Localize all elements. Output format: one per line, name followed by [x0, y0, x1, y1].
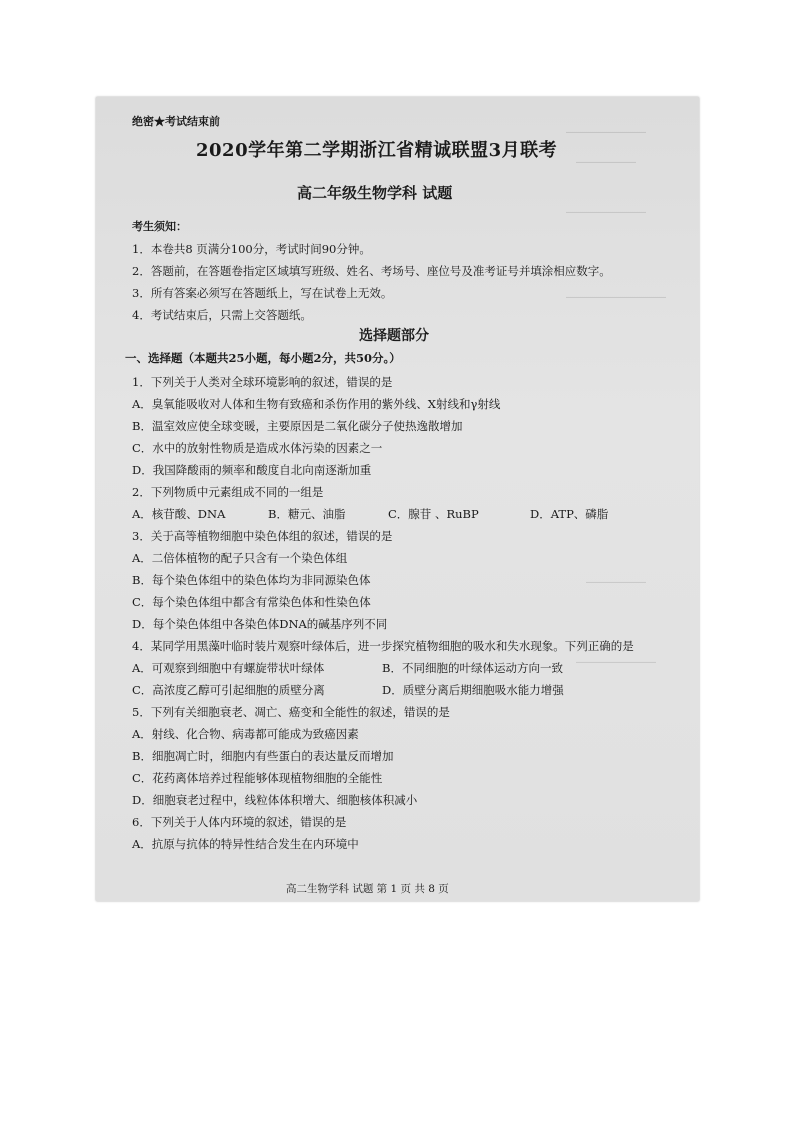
part-heading: 一、选择题（本题共25小题，每小题2分，共50分。） [125, 351, 401, 365]
section-title: 选择题部分 [359, 328, 429, 344]
notice-heading: 考生须知： [132, 220, 187, 233]
exam-page [96, 97, 699, 901]
question-option: D．我国降酸雨的频率和酸度自北向南逐渐加重 [132, 463, 372, 477]
notice-item: 1．本卷共8 页满分100分，考试时间90分钟。 [132, 242, 371, 256]
question-option: D．细胞衰老过程中，线粒体体积增大、细胞核体积减小 [132, 793, 418, 807]
question-stem: 1．下列关于人类对全球环境影响的叙述，错误的是 [132, 375, 393, 389]
question-stem: 3．关于高等植物细胞中染色体组的叙述，错误的是 [132, 529, 393, 543]
notice-item: 2．答题前，在答题卷指定区域填写班级、姓名、考场号、座位号及准考证号并填涂相应数字。 [132, 264, 611, 278]
question-option: A．臭氧能吸收对人体和生物有致癌和杀伤作用的紫外线、X射线和γ射线 [132, 397, 501, 411]
question-option: D．质壁分离后期细胞吸水能力增强 [382, 683, 564, 697]
question-option: A．二倍体植物的配子只含有一个染色体组 [132, 551, 348, 565]
question-option: B．温室效应使全球变暖，主要原因是二氧化碳分子使热逸散增加 [132, 419, 463, 433]
question-option: A．射线、化合物、病毒都可能成为致癌因素 [132, 727, 359, 741]
confidential-label: 绝密★考试结束前 [132, 115, 220, 128]
question-option: A．核苷酸、DNA [132, 507, 226, 521]
question-option: D．每个染色体组中各染色体DNA的碱基序列不同 [132, 617, 388, 631]
show-through-texture: ―――――――― [566, 127, 646, 138]
notice-item: 3．所有答案必须写在答题纸上，写在试卷上无效。 [132, 286, 393, 300]
question-option: A．抗原与抗体的特异性结合发生在内环境中 [132, 837, 359, 851]
notice-item: 4．考试结束后，只需上交答题纸。 [132, 308, 312, 322]
question-option: D．ATP、磷脂 [530, 507, 609, 521]
exam-subtitle: 高二年级生物学科 试题 [297, 184, 453, 202]
exam-title: 2020学年第二学期浙江省精诚联盟3月联考 [196, 140, 558, 161]
show-through-texture: ―――――― [576, 157, 636, 168]
show-through-texture: ―――――――― [576, 657, 656, 668]
question-option: B．每个染色体组中的染色体均为非同源染色体 [132, 573, 371, 587]
question-option: A．可观察到细胞中有螺旋带状叶绿体 [132, 661, 325, 675]
question-option: B．细胞凋亡时，细胞内有些蛋白的表达量反而增加 [132, 749, 394, 763]
question-stem: 5．下列有关细胞衰老、凋亡、癌变和全能性的叙述，错误的是 [132, 705, 450, 719]
question-option: C．高浓度乙醇可引起细胞的质壁分离 [132, 683, 325, 697]
question-stem: 4．某同学用黑藻叶临时装片观察叶绿体后，进一步探究植物细胞的吸水和失水现象。下列正确的是 [132, 639, 634, 653]
question-option: C．花药离体培养过程能够体现植物细胞的全能性 [132, 771, 383, 785]
question-option: C．腺苷 、RuBP [388, 507, 479, 521]
question-stem: 6．下列关于人体内环境的叙述，错误的是 [132, 815, 347, 829]
question-stem: 2．下列物质中元素组成不同的一组是 [132, 485, 324, 499]
page-footer: 高二生物学科 试题 第 1 页 共 8 页 [286, 883, 449, 895]
show-through-texture: ―――――――― [566, 207, 646, 218]
question-option: B．糖元、油脂 [268, 507, 346, 521]
question-option: C．水中的放射性物质是造成水体污染的因素之一 [132, 441, 383, 455]
show-through-texture: ―――――――――― [566, 292, 666, 303]
show-through-texture: ―――――― [586, 577, 646, 588]
question-option: B．不同细胞的叶绿体运动方向一致 [382, 661, 563, 675]
question-option: C．每个染色体组中都含有常染色体和性染色体 [132, 595, 371, 609]
